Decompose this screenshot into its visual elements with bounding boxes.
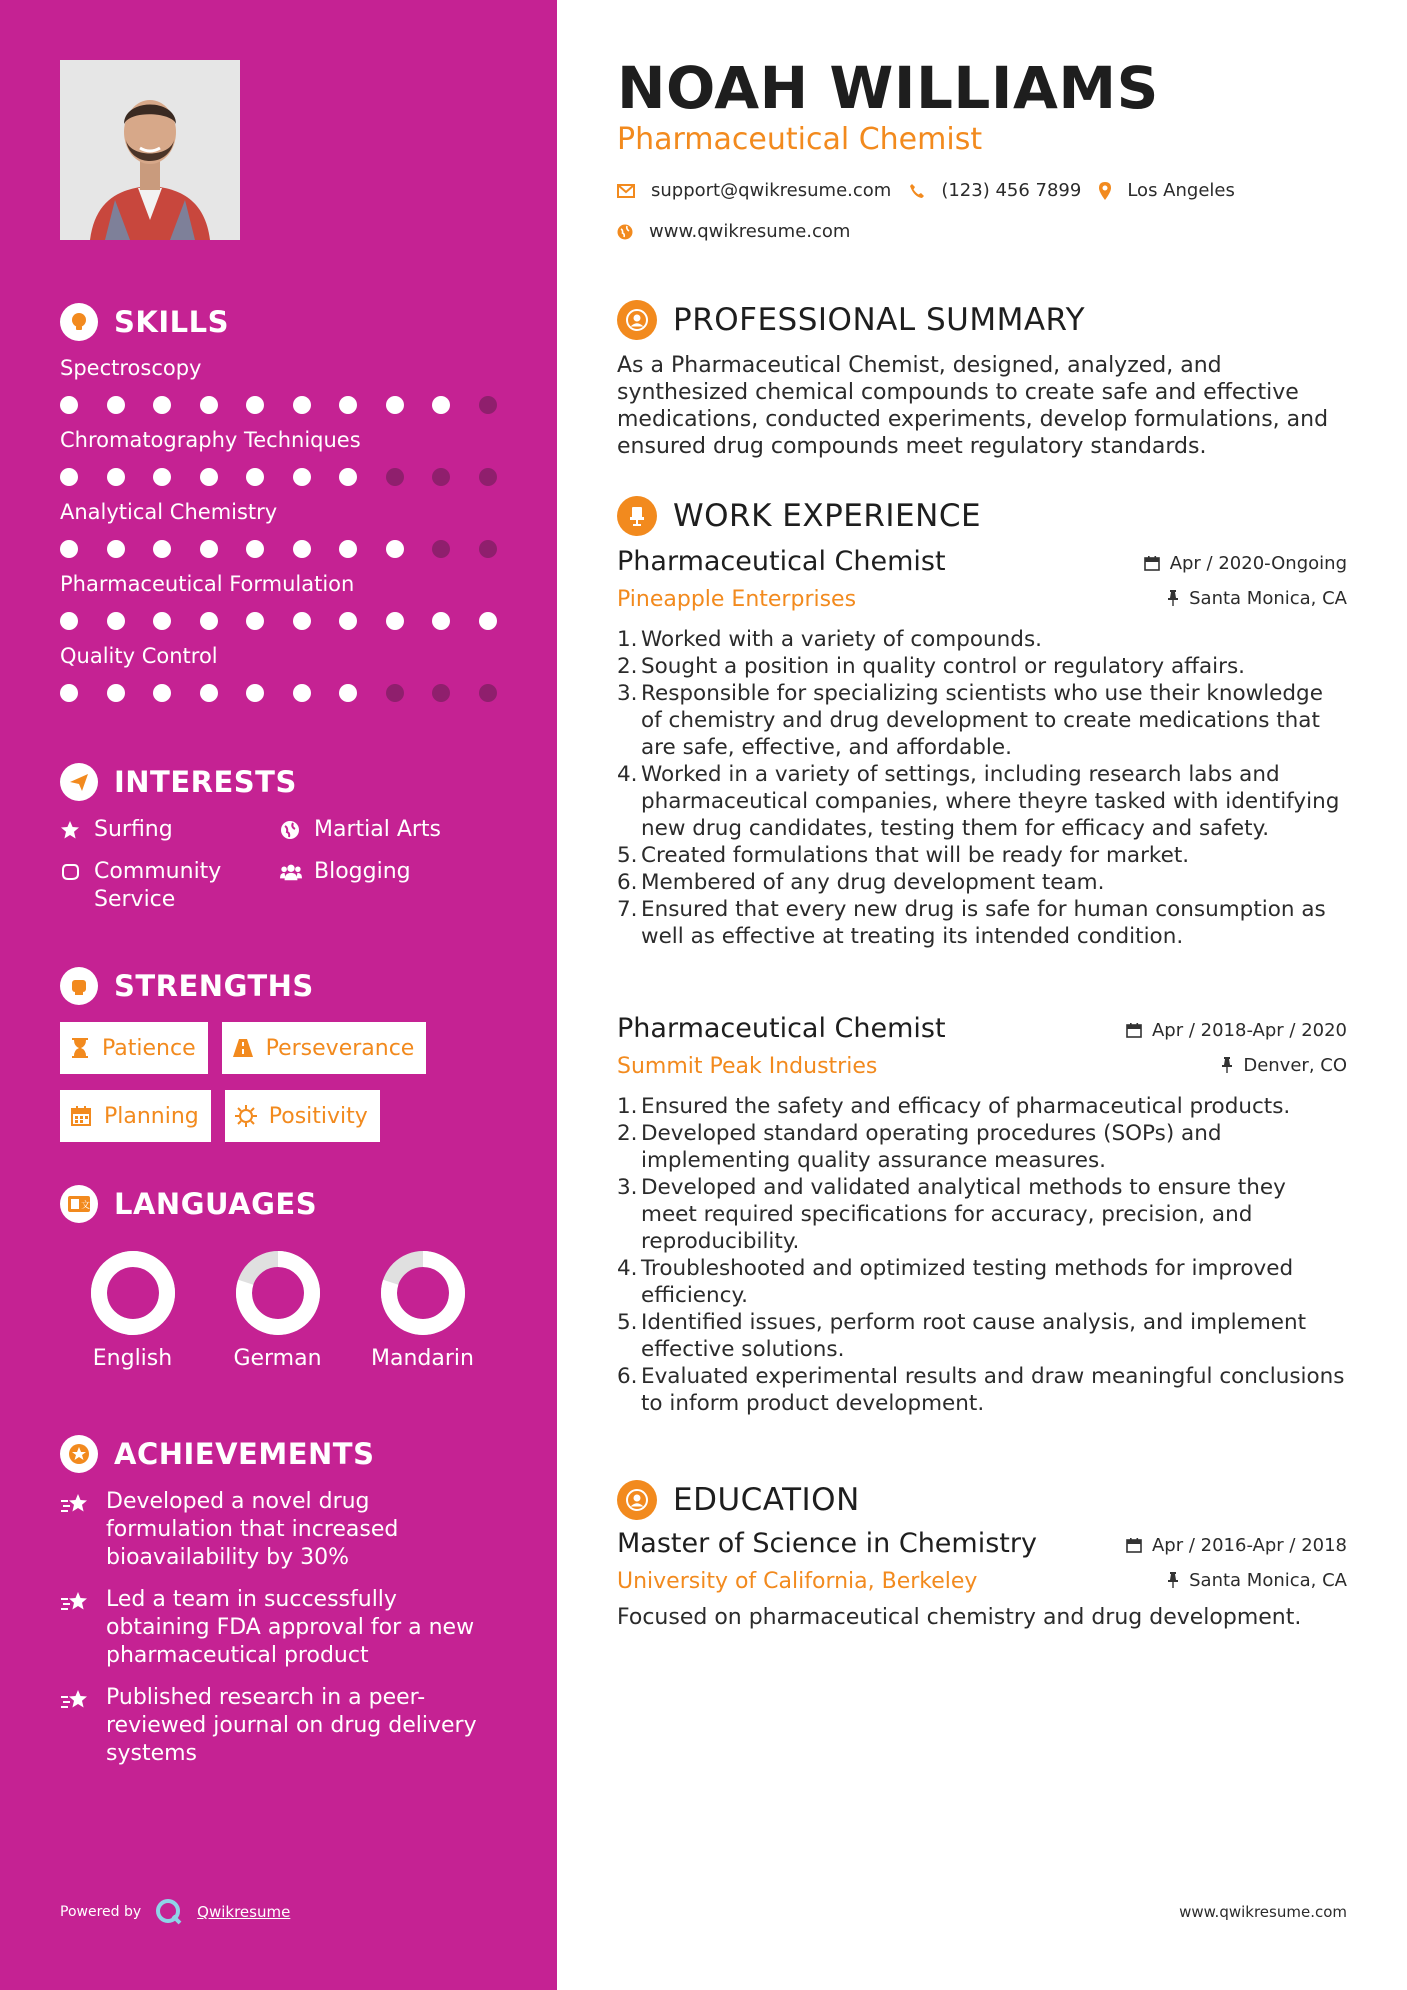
strength-tag <box>60 1022 208 1074</box>
rating-dot <box>479 540 497 558</box>
summary-title: PROFESSIONAL SUMMARY <box>673 302 1086 338</box>
list-item <box>617 761 1347 842</box>
rating-dot <box>60 396 78 414</box>
job-entry <box>617 546 1347 950</box>
list-item <box>617 896 1347 950</box>
rating-dot <box>60 540 78 558</box>
rating-dot <box>293 540 311 558</box>
language-item <box>350 1250 495 1371</box>
interest-label: Blogging <box>314 859 411 884</box>
skill-rating <box>60 468 500 486</box>
paper-plane-icon <box>60 763 98 801</box>
star-icon <box>60 816 82 844</box>
job-body <box>617 1013 1347 1417</box>
achievement-item <box>60 1684 480 1768</box>
skill-item <box>60 642 500 702</box>
rating-dot <box>246 468 264 486</box>
list-text: Ensured that every new drug is safe for human consumption as well as effective at treating its intended condition. <box>641 897 1326 949</box>
job-meta <box>1126 1019 1347 1076</box>
language-ring-fill <box>99 1259 167 1327</box>
list-text: Troubleshooted and optimized testing methods for improved efficiency. <box>641 1256 1294 1308</box>
summary-text: As a Pharmaceutical Chemist, designed, analyzed, and synthesized chemical compounds to create safe and effective medications, conducted experiments, develop formulations, and ensured drug compounds meet regulatory standards. <box>617 353 1329 459</box>
skill-name: Analytical Chemistry <box>60 500 278 524</box>
fist-icon <box>60 967 98 1005</box>
achievements-title: ACHIEVEMENTS <box>114 1437 375 1471</box>
language-item <box>60 1250 205 1371</box>
job-company: Pineapple Enterprises <box>617 587 857 612</box>
languages-title: LANGUAGES <box>114 1187 318 1221</box>
education-title: EDUCATION <box>673 1482 860 1518</box>
rating-dot <box>153 684 171 702</box>
rating-dot <box>200 684 218 702</box>
rating-dot <box>246 540 264 558</box>
rating-dot <box>386 612 404 630</box>
interests-title: INTERESTS <box>114 765 297 799</box>
experience-title: WORK EXPERIENCE <box>673 498 982 534</box>
rating-dot <box>107 396 125 414</box>
language-icon <box>60 1185 98 1223</box>
road-icon <box>232 1038 254 1058</box>
globe-icon <box>617 224 633 240</box>
powered-by-label: Powered by <box>60 1904 142 1920</box>
skill-rating <box>60 684 500 702</box>
list-text: Worked in a variety of settings, including research labs and pharmaceutical companies, where theyre tasked with identifying new drug candidates, testing them for efficacy and safety. <box>641 762 1340 841</box>
list-number: 6. <box>617 1364 638 1389</box>
rating-dot <box>293 396 311 414</box>
list-number: 1. <box>617 627 638 652</box>
list-item <box>617 869 1347 896</box>
list-text: Identified issues, perform root cause analysis, and implement effective solutions. <box>641 1310 1307 1362</box>
skill-item <box>60 570 500 630</box>
rating-dot <box>200 612 218 630</box>
contact-email[interactable] <box>617 180 891 201</box>
achievement-text: Led a team in successfully obtaining FDA approval for a new pharmaceutical product <box>106 1587 475 1668</box>
job-location: Santa Monica, CA <box>1189 587 1347 609</box>
language-name: Mandarin <box>371 1346 474 1371</box>
skill-name: Chromatography Techniques <box>60 428 361 452</box>
email-text: support@qwikresume.com <box>651 180 892 201</box>
list-text: Ensured the safety and efficacy of pharmaceutical products. <box>641 1094 1291 1119</box>
language-name: German <box>233 1346 322 1371</box>
rating-dot <box>107 684 125 702</box>
qwikresume-link[interactable]: Qwikresume <box>197 1903 291 1921</box>
list-item <box>617 1363 1347 1417</box>
strength-tag <box>222 1022 427 1074</box>
interest-item <box>60 858 280 914</box>
rating-dot <box>153 612 171 630</box>
job-entry <box>617 1013 1347 1417</box>
strength-label: Perseverance <box>265 1035 415 1061</box>
svg-text:文: 文 <box>81 1201 91 1211</box>
skill-name: Pharmaceutical Formulation <box>60 572 355 596</box>
skill-item <box>60 426 500 486</box>
education-meta <box>1126 1534 1347 1591</box>
website-text: www.qwikresume.com <box>649 221 851 242</box>
list-number: 6. <box>617 870 638 895</box>
achievement-item <box>60 1488 480 1572</box>
list-text: Developed standard operating procedures (SOPs) and implementing quality assurance measures. <box>641 1121 1222 1173</box>
skill-rating <box>60 540 500 558</box>
user-icon <box>617 300 657 340</box>
pin-icon <box>1167 1572 1179 1588</box>
education-dates: Apr / 2016-Apr / 2018 <box>1151 1534 1347 1556</box>
achievement-item <box>60 1586 480 1670</box>
shooting-star-icon <box>60 1586 90 1670</box>
candidate-name: NOAH WILLIAMS <box>617 54 1159 122</box>
languages-section <box>60 1184 500 1371</box>
list-item <box>617 680 1347 761</box>
job-dates: Apr / 2020-Ongoing <box>1169 552 1347 574</box>
list-text: Evaluated experimental results and draw meaningful conclusions to inform product development. <box>641 1364 1345 1416</box>
rating-dot <box>479 612 497 630</box>
calendar-icon <box>1126 1537 1142 1553</box>
language-ring <box>380 1250 466 1336</box>
list-item <box>617 1120 1347 1174</box>
contact-website[interactable] <box>617 221 850 242</box>
strength-label: Positivity <box>268 1103 368 1129</box>
envelope-icon <box>617 184 635 198</box>
list-number: 1. <box>617 1094 638 1119</box>
school: University of California, Berkeley <box>617 1569 978 1594</box>
list-text: Worked with a variety of compounds. <box>641 627 1042 652</box>
phone-text: (123) 456 7899 <box>941 180 1082 201</box>
pin-icon <box>1221 1057 1233 1073</box>
language-name: English <box>92 1346 173 1371</box>
list-item <box>617 653 1347 680</box>
summary-section <box>617 300 1347 460</box>
powered-by <box>60 1898 290 1926</box>
rating-dot <box>107 540 125 558</box>
rating-dot <box>200 468 218 486</box>
pin-icon <box>1167 590 1179 606</box>
calendar-icon <box>1126 1022 1142 1038</box>
rating-dot <box>246 396 264 414</box>
job-company: Summit Peak Industries <box>617 1054 878 1079</box>
strength-label: Planning <box>104 1103 199 1129</box>
education-location: Santa Monica, CA <box>1189 1569 1347 1591</box>
experience-section <box>617 496 1347 536</box>
interests-section <box>60 762 500 914</box>
skill-name: Quality Control <box>60 644 218 668</box>
interest-item <box>280 858 500 914</box>
rating-dot <box>60 684 78 702</box>
job-title: Pharmaceutical Chemist <box>617 1013 946 1044</box>
interest-label: Surfing <box>94 817 173 842</box>
education-entry <box>617 1528 1347 1631</box>
job-body <box>617 546 1347 950</box>
list-number: 5. <box>617 1310 638 1335</box>
language-ring <box>90 1250 176 1336</box>
degree: Master of Science in Chemistry <box>617 1528 1037 1559</box>
map-pin-icon <box>1099 182 1111 200</box>
skill-name: Spectroscopy <box>60 356 202 380</box>
award-star-icon <box>60 1435 98 1473</box>
sun-icon <box>235 1105 257 1127</box>
rating-dot <box>432 468 450 486</box>
calendar-icon <box>1144 555 1160 571</box>
list-item <box>617 1174 1347 1255</box>
list-item <box>617 1309 1347 1363</box>
shooting-star-icon <box>60 1488 90 1572</box>
job-title: Pharmaceutical Chemist <box>617 546 946 577</box>
list-item <box>617 842 1347 869</box>
list-text: Developed and validated analytical methods to ensure they meet required specifications for accuracy, precision, and reproducibility. <box>641 1175 1286 1254</box>
rating-dot <box>246 684 264 702</box>
rating-dot <box>153 540 171 558</box>
rating-dot <box>386 468 404 486</box>
skill-item <box>60 498 500 558</box>
language-item <box>205 1250 350 1371</box>
interest-label: Community Service <box>94 859 222 912</box>
achievements-section <box>60 1434 500 1768</box>
rating-dot <box>60 468 78 486</box>
list-text: Sought a position in quality control or regulatory affairs. <box>641 654 1245 679</box>
contact-location <box>1099 180 1235 201</box>
list-number: 3. <box>617 1175 638 1200</box>
rating-dot <box>432 396 450 414</box>
lightbulb-icon <box>60 303 98 341</box>
rating-dot <box>479 468 497 486</box>
job-responsibilities <box>617 1093 1347 1417</box>
rating-dot <box>386 540 404 558</box>
rating-dot <box>107 468 125 486</box>
skill-item <box>60 354 500 414</box>
contact-row-2 <box>617 221 868 242</box>
list-number: 3. <box>617 681 638 706</box>
job-dates: Apr / 2018-Apr / 2020 <box>1151 1019 1347 1041</box>
skill-rating <box>60 396 500 414</box>
contact-row <box>617 180 1253 201</box>
hourglass-icon <box>70 1037 90 1059</box>
rating-dot <box>107 612 125 630</box>
rating-dot <box>479 396 497 414</box>
job-location: Denver, CO <box>1243 1054 1347 1076</box>
list-number: 4. <box>617 762 638 787</box>
list-number: 7. <box>617 897 638 922</box>
list-text: Responsible for specializing scientists who use their knowledge of chemistry and drug development to create medications that are safe, effective, and affordable. <box>641 681 1323 760</box>
rating-dot <box>339 612 357 630</box>
rating-dot <box>246 612 264 630</box>
list-item <box>617 1093 1347 1120</box>
strength-tag <box>225 1090 380 1142</box>
profile-photo <box>60 60 240 240</box>
list-number: 5. <box>617 843 638 868</box>
list-text: Membered of any drug development team. <box>641 870 1105 895</box>
job-meta <box>1144 552 1347 609</box>
rating-dot <box>153 396 171 414</box>
calendar-icon <box>70 1105 92 1127</box>
qwikresume-logo-icon <box>155 1898 183 1926</box>
strengths-title: STRENGTHS <box>114 969 314 1003</box>
rating-dot <box>293 684 311 702</box>
interest-item <box>60 816 280 844</box>
list-number: 2. <box>617 654 638 679</box>
rating-dot <box>339 684 357 702</box>
rating-dot <box>200 396 218 414</box>
footer-website[interactable]: www.qwikresume.com <box>1179 1903 1347 1921</box>
rating-dot <box>479 684 497 702</box>
achievement-text: Published research in a peer-reviewed journal on drug delivery systems <box>106 1685 477 1766</box>
rating-dot <box>386 396 404 414</box>
rating-dot <box>339 468 357 486</box>
skills-section <box>60 302 500 702</box>
rating-dot <box>432 540 450 558</box>
rating-dot <box>339 396 357 414</box>
hand-icon <box>60 858 82 886</box>
list-text: Created formulations that will be ready for market. <box>641 843 1190 868</box>
strengths-section <box>60 966 500 1158</box>
contact-phone[interactable] <box>909 180 1081 201</box>
language-ring <box>235 1250 321 1336</box>
rating-dot <box>432 612 450 630</box>
list-number: 4. <box>617 1256 638 1281</box>
skill-rating <box>60 612 500 630</box>
list-item <box>617 1255 1347 1309</box>
interest-item <box>280 816 500 844</box>
strength-label: Patience <box>102 1035 196 1061</box>
interest-label: Martial Arts <box>314 817 442 842</box>
rating-dot <box>386 684 404 702</box>
globe-icon <box>280 816 302 844</box>
rating-dot <box>153 468 171 486</box>
rating-dot <box>293 612 311 630</box>
education-description: Focused on pharmaceutical chemistry and drug development. <box>617 1605 1302 1630</box>
rating-dot <box>200 540 218 558</box>
list-item <box>617 626 1347 653</box>
rating-dot <box>339 540 357 558</box>
users-icon <box>280 858 302 886</box>
phone-icon <box>909 183 925 199</box>
list-number: 2. <box>617 1121 638 1146</box>
sidebar <box>0 0 557 1990</box>
shooting-star-icon <box>60 1684 90 1768</box>
education-section <box>617 1480 1347 1631</box>
skills-title: SKILLS <box>114 305 229 339</box>
strength-tag <box>60 1090 211 1142</box>
achievement-text: Developed a novel drug formulation that increased bioavailability by 30% <box>106 1489 399 1570</box>
rating-dot <box>60 612 78 630</box>
briefcase-icon <box>617 496 657 536</box>
location-text: Los Angeles <box>1127 180 1235 201</box>
job-responsibilities <box>617 626 1347 950</box>
rating-dot <box>293 468 311 486</box>
graduation-icon <box>617 1480 657 1520</box>
rating-dot <box>432 684 450 702</box>
candidate-role: Pharmaceutical Chemist <box>617 122 983 157</box>
